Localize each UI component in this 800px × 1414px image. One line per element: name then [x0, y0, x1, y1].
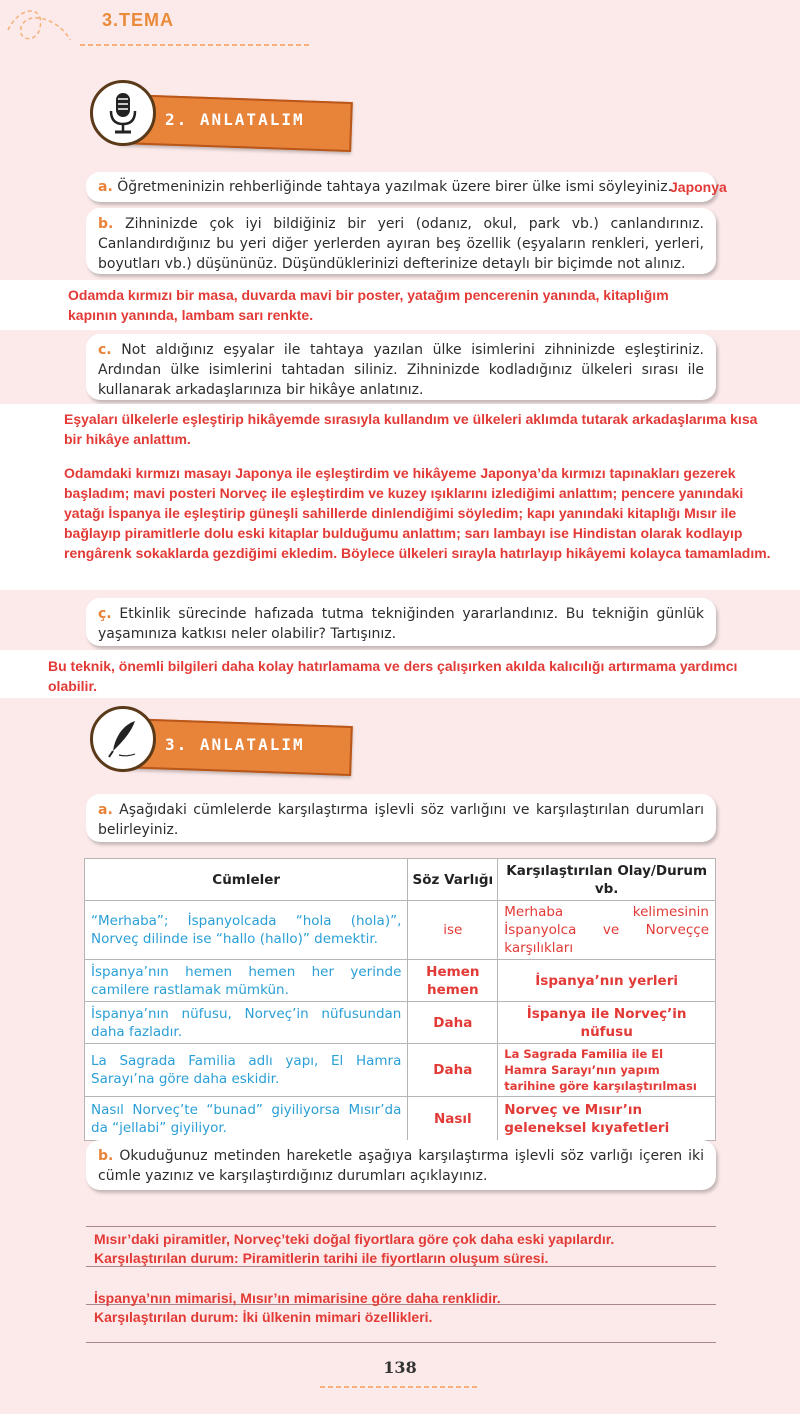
question-letter: c.: [98, 342, 112, 358]
question-letter: a.: [98, 179, 113, 195]
question-3a-text: Aşağıdaki cümlelerde karşılaştırma işlevli söz varlığını ve karşılaştırılan durumları belirleyiniz.: [98, 802, 704, 838]
answer-a: Japonya: [670, 179, 727, 195]
writing-line: [86, 1226, 716, 1227]
table-cell-word: Daha: [408, 1044, 498, 1097]
page-number: 138: [383, 1358, 417, 1377]
table-header-word: Söz Varlığı: [408, 859, 498, 901]
table-row: [85, 1097, 716, 1141]
question-a-box: [86, 172, 716, 202]
table-cell-sentence: “Merhaba”; İspanyolcada “hola (hola)”, Norveç dilinde ise “hallo (hallo)” demektir.: [85, 901, 408, 960]
table-cell-sentence: La Sagrada Familia adlı yapı, El Hamra Sarayı’na göre daha eskidir.: [85, 1044, 408, 1097]
question-b-text: Zihninizde çok iyi bildiğiniz bir yeri (odanız, okul, park vb.) canlandırınız. Canlandırdığınız bu yeri diğer yerlerden ayıran beş özellik (eşyaların renkleri, yerleri, boyutları vb.) düşününüz. Düşündüklerinizi defterinize detaylı bir biçimde not alınız.: [98, 216, 705, 272]
theme-label: 3.TEMA: [102, 10, 175, 30]
answer-cc: Bu teknik, önemli bilgileri daha kolay hatırlamama ve ders çalışırken akılda kalıcılığı artırmama yardımcı olabilir.: [48, 658, 738, 694]
question-cc-box: [86, 598, 716, 646]
question-letter: b.: [98, 216, 114, 232]
table-cell-compared: Norveç ve Mısır’ın geleneksel kıyafetleri: [498, 1097, 716, 1141]
question-b-box: [86, 208, 716, 274]
microphone-icon: [90, 80, 156, 146]
table-row: [85, 1002, 716, 1044]
table-cell-compared: İspanya’nın yerleri: [498, 960, 716, 1002]
table-cell-word: Daha: [408, 1002, 498, 1044]
table-header-compared: Karşılaştırılan Olay/Durum vb.: [498, 859, 716, 901]
answer-c-2: Odamdaki kırmızı masayı Japonya ile eşleştirdim ve hikâyeme Japonya’da kırmızı tapınakları gezerek başladım; mavi posteri Norveç ile eşleştirdim ve kuzey ışıklarını izlediğimi anlattım; pencere yanındaki yatağı İspanya ile eşleştirip güneşli sahillerde dinlendiğimi söyledim; kapı yanındaki kitaplığı Mısır ile bağlayıp piramitlerle dolu eski kitaplar bulduğumu anlattım; sarı lambayı ise Hindistan olarak kodlayıp rengârenk sokaklarda gezdiğimi ekledim. Böylece ülkeleri sırayla hatırlayıp hikâyemi kolayca tamamladım.: [64, 465, 771, 561]
table-cell-sentence: İspanya’nın nüfusu, Norveç’in nüfusundan daha fazladır.: [85, 1002, 408, 1044]
question-a-text: Öğretmeninizin rehberliğinde tahtaya yazılmak üzere birer ülke ismi söyleyiniz.: [117, 179, 673, 195]
answer-line-4: Karşılaştırılan durum: İki ülkenin mimari özellikleri.: [94, 1309, 433, 1325]
question-3b-text: Okuduğunuz metinden hareketle aşağıya karşılaştırma işlevli söz varlığı içeren iki cümle yazınız ve karşılaştırdığınız durumları açıklayınız.: [98, 1148, 704, 1184]
decorative-dashes: [320, 1382, 480, 1392]
table-cell-sentence: İspanya’nın hemen hemen her yerinde camilere rastlamak mümkün.: [85, 960, 408, 1002]
table-row: [85, 960, 716, 1002]
table-cell-sentence: Nasıl Norveç’te “bunad” giyiliyorsa Mısır’da da “jellabi” giyiliyor.: [85, 1097, 408, 1141]
answer-line-3: İspanya’nın mimarisi, Mısır’ın mimarisine göre daha renklidir.: [94, 1290, 501, 1306]
question-letter: a.: [98, 802, 113, 818]
question-letter: b.: [98, 1148, 114, 1164]
section-title-2: 2. ANLATALIM: [165, 110, 305, 129]
table-cell-word: Hemen hemen: [408, 960, 498, 1002]
table-cell-compared: La Sagrada Familia ile El Hamra Sarayı’nın yapım tarihine göre karşılaştırılması: [498, 1044, 716, 1097]
answer-line-2: Karşılaştırılan durum: Piramitlerin tarihi ile fiyortların oluşum süresi.: [94, 1250, 549, 1266]
question-cc-text: Etkinlik sürecinde hafızada tutma tekniğinden yararlandınız. Bu tekniğin günlük yaşamınıza katkısı neler olabilir? Tartışınız.: [98, 606, 704, 642]
table-row: [85, 901, 716, 960]
comparison-table: [84, 858, 716, 1141]
table-cell-compared: Merhaba kelimesinin İspanyolca ve Norveççe karşılıkları: [498, 901, 716, 960]
question-c-text: Not aldığınız eşyalar ile tahtaya yazılan ülke isimlerini zihninizde eşleştiriniz. Ardından ülke isimlerini tahtadan siliniz. Zihninizde kodladığınız ülkeleri sırası ile kullanarak arkadaşlarınıza bir hikâye anlatınız.: [98, 342, 704, 398]
table-row: [85, 1044, 716, 1097]
answer-c-1: Eşyaları ülkelerle eşleştirip hikâyemde sırasıyla kullandım ve ülkeleri aklımda tutarak arkadaşlarıma kısa bir hikâye anlattım.: [64, 411, 758, 447]
section-title-3: 3. ANLATALIM: [165, 735, 305, 754]
answer-b: Odamda kırmızı bir masa, duvarda mavi bir poster, yatağım pencerenin yanında, kitaplığım kapının yanında, lambam sarı renkte.: [68, 287, 669, 323]
table-header-sentences: Cümleler: [85, 859, 408, 901]
answer-line-1: Mısır’daki piramitler, Norveç’teki doğal fiyortlara göre çok daha eski yapılardır.: [94, 1231, 615, 1247]
table-cell-compared: İspanya ile Norveç’in nüfusu: [498, 1002, 716, 1044]
question-c-box: [86, 334, 716, 400]
question-3a-box: [86, 794, 716, 842]
question-3b-box: [86, 1140, 716, 1190]
question-letter: ç.: [98, 606, 112, 622]
table-cell-word: Nasıl: [408, 1097, 498, 1141]
table-cell-word: ise: [408, 901, 498, 960]
quill-pen-icon: [90, 706, 156, 772]
writing-line: [86, 1342, 716, 1343]
